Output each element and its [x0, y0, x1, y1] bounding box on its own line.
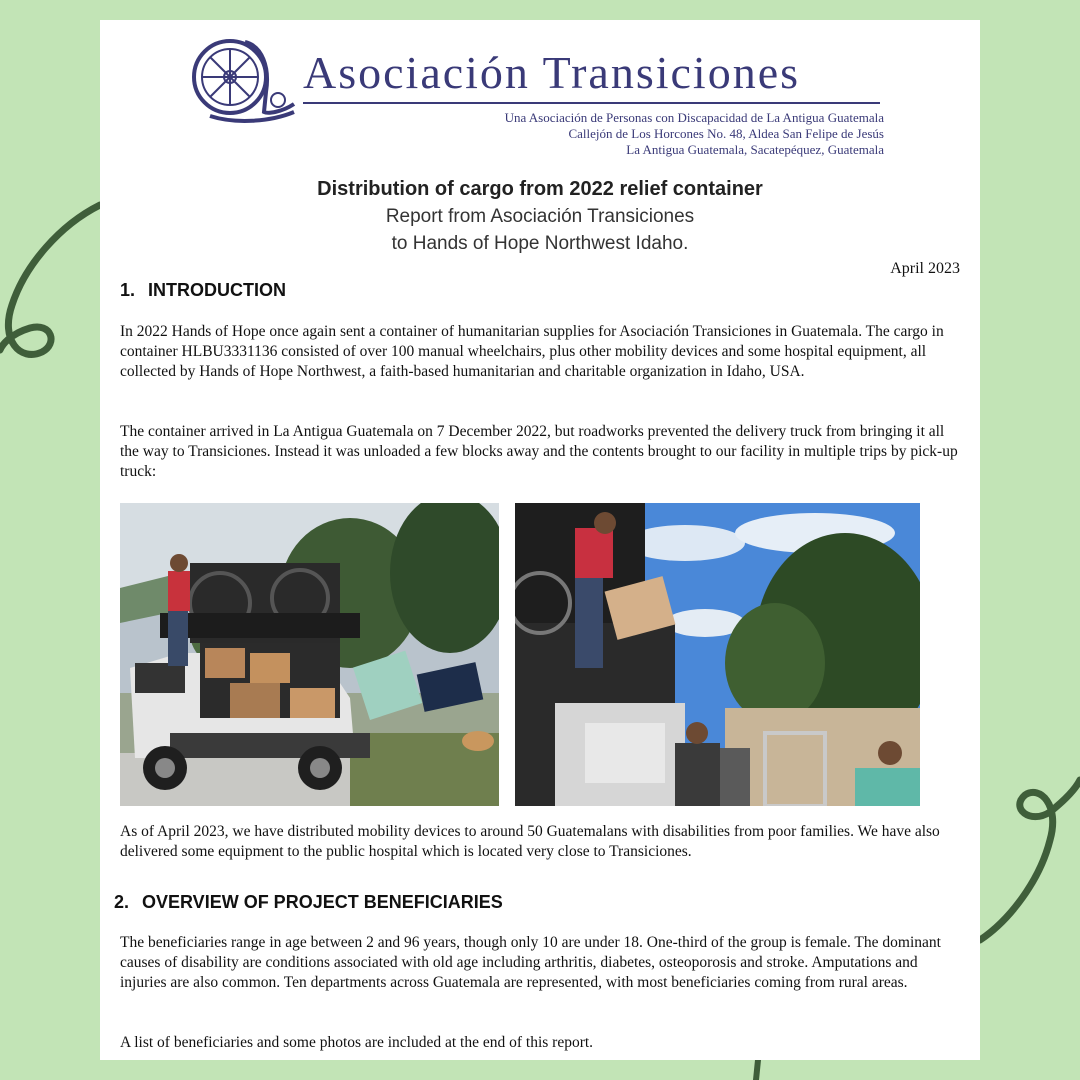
photo-boxes-unloading [515, 503, 920, 806]
organization-subtitle: Una Asociación de Personas con Discapacidad de La Antigua Guatemala [504, 110, 884, 125]
report-subtitle-line-2: to Hands of Hope Northwest Idaho. [391, 233, 689, 254]
report-subtitle-line-1: Report from Asociación Transiciones [385, 206, 695, 227]
section-heading-beneficiaries [114, 892, 503, 913]
address-line-1: Callejón de Los Horcones No. 48, Aldea San Felipe de Jesús [568, 126, 884, 141]
report-title-block [100, 175, 980, 257]
paragraph: As of April 2023, we have distributed mobility devices to around 50 Guatemalans with disabilities from poor families. We have also delivered some equipment to the public hospital which is located very close to Transiciones. [120, 823, 940, 860]
letterhead [190, 32, 890, 157]
section-number: 2. [114, 892, 130, 912]
paragraph: A list of beneficiaries and some photos are included at the end of this report. [120, 1034, 594, 1051]
paragraph: In 2022 Hands of Hope once again sent a container of humanitarian supplies for Asociación Transiciones in Guatemala. The cargo in container HLBU3331136 consisted of over 100 manual wheelchairs, plus other mobility devices and some hospital equipment, all collected by Hands of Hope Northwest, a faith-based humanitarian and charitable organization in Idaho, USA. [120, 323, 944, 380]
document-page [100, 20, 980, 1060]
paragraph: The container arrived in La Antigua Guatemala on 7 December 2022, but roadworks prevented the delivery truck from bringing it all the way to Transiciones. Instead it was unloaded a few blocks away and the contents brought to our facility in multiple trips by pick-up truck: [120, 423, 958, 480]
paragraph: The beneficiaries range in age between 2 and 96 years, though only 10 are under 18. One-third of the group is female. The dominant causes of disability are conditions associated with old age including arthritis, diabetes, osteoporosis and stroke. Amputations and injuries are also common. Ten departments across Guatemala are represented, with most beneficiaries coming from rural areas. [120, 934, 941, 991]
letterhead-rule [303, 102, 880, 104]
organization-name: Asociación Transiciones [303, 47, 801, 98]
section-number: 1. [120, 280, 136, 300]
report-title: Distribution of cargo from 2022 relief container [317, 178, 763, 200]
letterhead-address [505, 110, 884, 158]
address-line-2: La Antigua Guatemala, Sacatepéquez, Guatemala [626, 142, 884, 157]
section-title: INTRODUCTION [148, 280, 286, 300]
section-heading-introduction [120, 280, 286, 301]
wheelchair-wheel-icon [190, 32, 300, 132]
section-title: OVERVIEW OF PROJECT BENEFICIARIES [142, 892, 503, 912]
photo-truck-unloading [120, 503, 499, 806]
report-date: April 2023 [890, 260, 960, 277]
